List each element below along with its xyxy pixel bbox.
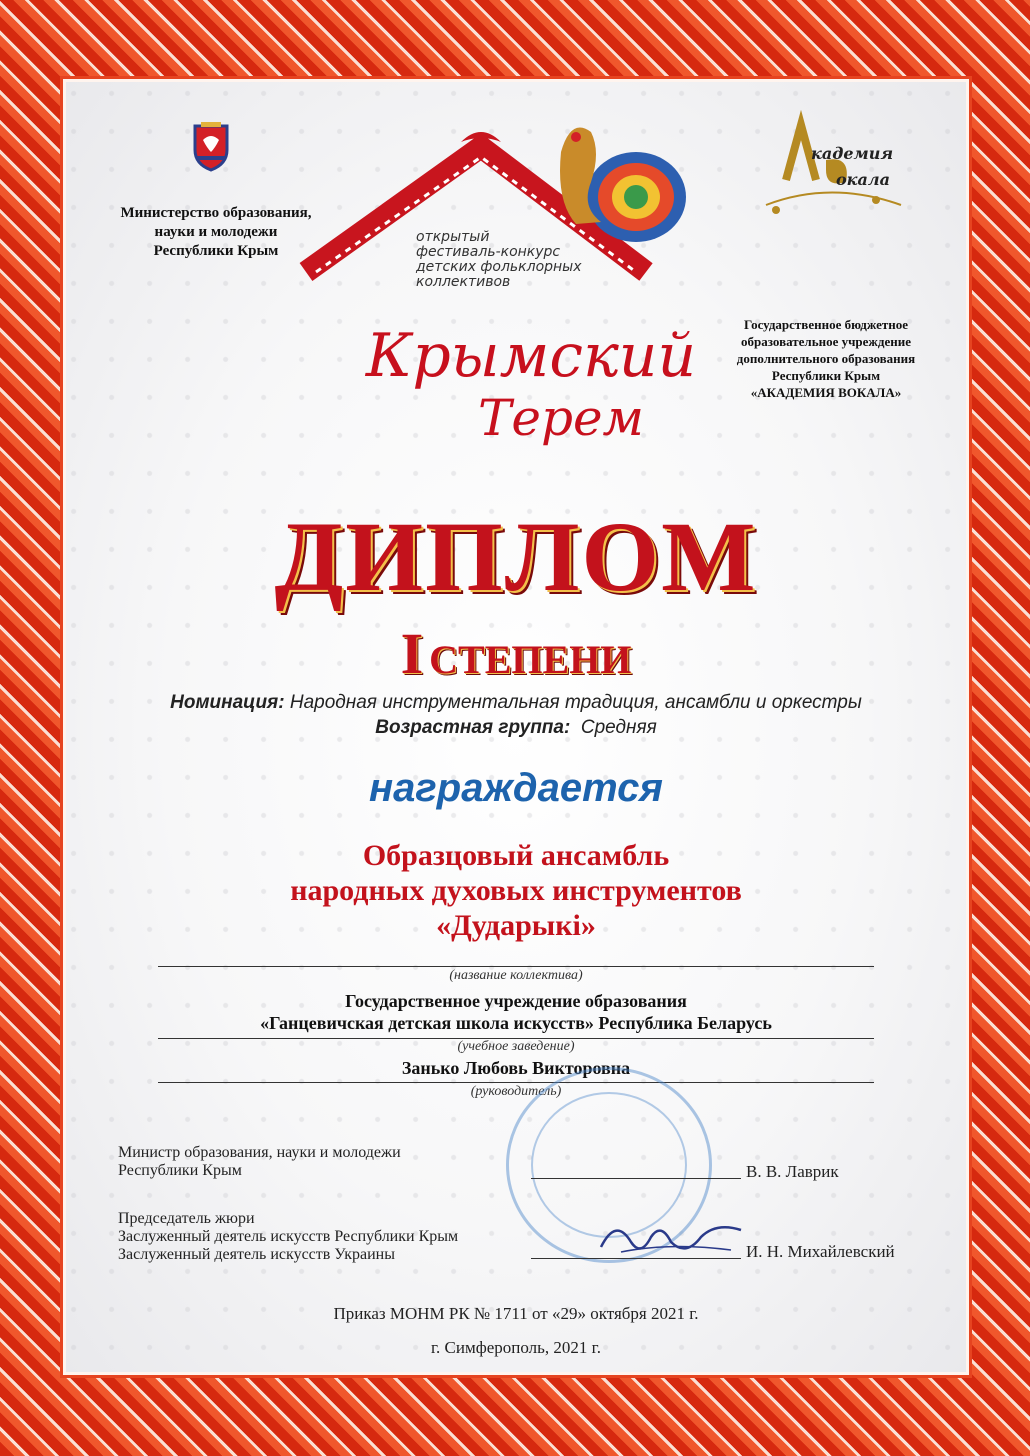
minister-signature-line [531, 1178, 741, 1179]
academy-line: «АКАДЕМИЯ ВОКАЛА» [750, 385, 902, 400]
academy-logo-text-top: кадемия [811, 144, 894, 163]
collective-line: Образцовый ансамбль [362, 839, 670, 872]
diploma-title: ДИПЛОМ [274, 501, 758, 612]
leader-name: Занько Любовь Викторовна [401, 1058, 631, 1078]
age-group-value: Средняя [580, 717, 657, 738]
diploma-degree [66, 620, 966, 687]
institution-name [66, 990, 966, 1034]
brand-line-2: Терем [478, 389, 644, 447]
festival-line: коллективов [416, 274, 511, 290]
jury-title-line: Заслуженный деятель искусств Республики Крым [118, 1228, 459, 1245]
nomination-label: Номинация: [170, 692, 285, 713]
diploma-sheet [66, 82, 966, 1372]
collective-line: народных духовых инструментов [290, 874, 742, 907]
jury-name: И. Н. Михайлевский [746, 1242, 895, 1261]
minister-title-line: Министр образования, науки и молодежи [118, 1144, 401, 1161]
city-year: г. Симферополь, 2021 г. [431, 1338, 601, 1357]
jury-title-line: Председатель жюри [118, 1210, 255, 1227]
degree-numeral: I [400, 621, 424, 686]
academy-line: образовательное учреждение [741, 334, 911, 349]
jury-signature-line [531, 1258, 741, 1259]
ministry-left-line: Республики Крым [153, 243, 279, 259]
academy-line: Государственное бюджетное [743, 317, 909, 332]
festival-line: открытый [416, 229, 490, 245]
collective-underline [158, 966, 874, 967]
leader-caption: (руководитель) [470, 1084, 562, 1099]
brand-line-1: Крымский [365, 321, 697, 391]
minister-title-line: Республики Крым [118, 1162, 242, 1179]
collective-line: «Дударыкі» [436, 909, 596, 942]
jury-title [118, 1210, 458, 1264]
institution-line: Государственное учреждение образования [345, 991, 687, 1011]
ministry-left-line: Министерство образования, [120, 205, 312, 221]
academy-logo-text-bottom: окала [836, 170, 890, 189]
awarded-heading: награждается [369, 766, 663, 810]
ministry-left-line: науки и молодежи [154, 224, 278, 240]
festival-line: фестиваль-конкурс [416, 244, 561, 260]
institution-caption: (учебное заведение) [457, 1039, 575, 1054]
academy-block [716, 316, 936, 401]
minister-name: В. В. Лаврик [746, 1162, 839, 1181]
festival-line: детских фольклорных [416, 259, 582, 275]
jury-title-line: Заслуженный деятель искусств Украины [118, 1246, 395, 1263]
festival-brand-title [361, 322, 701, 446]
collective-name [66, 838, 966, 943]
academy-line: Республики Крым [771, 368, 881, 383]
academy-line: дополнительного образования [736, 351, 916, 366]
jury-handwritten-signature [591, 1212, 751, 1262]
degree-word: СТЕПЕНИ [429, 637, 632, 682]
collective-caption: (название коллектива) [449, 968, 583, 983]
order-reference: Приказ МОНМ РК № 1711 от «29» октября 2021 г. [333, 1304, 699, 1323]
nomination-block [66, 690, 966, 740]
leader-underline [158, 1082, 874, 1083]
nomination-value: Народная инструментальная традиция, ансамбли и оркестры [289, 692, 862, 713]
age-group-label: Возрастная группа: [375, 717, 571, 738]
institution-line: «Ганцевичская детская школа искусств» Республика Беларусь [260, 1013, 772, 1033]
crimea-coat-of-arms-icon [191, 122, 231, 172]
festival-subtitle [416, 230, 646, 290]
minister-title [118, 1144, 401, 1180]
